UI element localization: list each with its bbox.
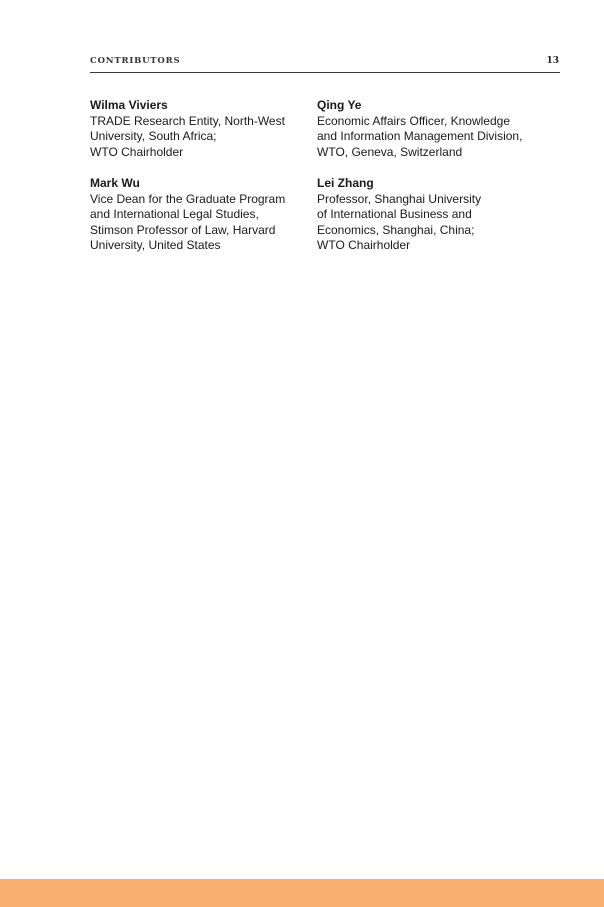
contributor-affiliation-line: TRADE Research Entity, North-West <box>90 113 285 128</box>
contributor-affiliation-line: University, United States <box>90 238 221 253</box>
contributor-affiliation-line: WTO, Geneva, Switzerland <box>317 144 463 159</box>
contributor-affiliation-line: and International Legal Studies, <box>90 207 259 222</box>
contributor-entry <box>317 176 532 254</box>
running-header <box>90 56 560 73</box>
contributor-affiliation-line: WTO Chairholder <box>90 144 184 159</box>
contributor-affiliation-line: and Information Management Division, <box>317 129 523 144</box>
contributor-name: Qing Ye <box>317 98 362 112</box>
page-number: 13 <box>546 56 559 66</box>
contributor-entry <box>90 98 305 160</box>
contributor-affiliation-line: University, South Africa; <box>90 129 217 144</box>
contributor-affiliation-line: Economic Affairs Officer, Knowledge <box>317 113 510 128</box>
footer-color-band <box>0 879 604 907</box>
contributor-affiliation-line: Economics, Shanghai, China; <box>317 222 475 237</box>
contributor-entry <box>317 98 532 160</box>
section-label: CONTRIBUTORS <box>90 56 181 66</box>
contributor-affiliation-line: Stimson Professor of Law, Harvard <box>90 222 276 237</box>
contributor-name: Wilma Viviers <box>90 98 168 112</box>
contributor-affiliation-line: WTO Chairholder <box>317 238 411 253</box>
contributor-affiliation-line: Professor, Shanghai University <box>317 191 482 206</box>
contributor-name: Lei Zhang <box>317 176 374 190</box>
contributor-affiliation-line: Vice Dean for the Graduate Program <box>90 191 286 206</box>
contributor-affiliation-line: of International Business and <box>317 207 472 222</box>
contributor-entry <box>90 176 305 254</box>
contributor-name: Mark Wu <box>90 176 140 190</box>
